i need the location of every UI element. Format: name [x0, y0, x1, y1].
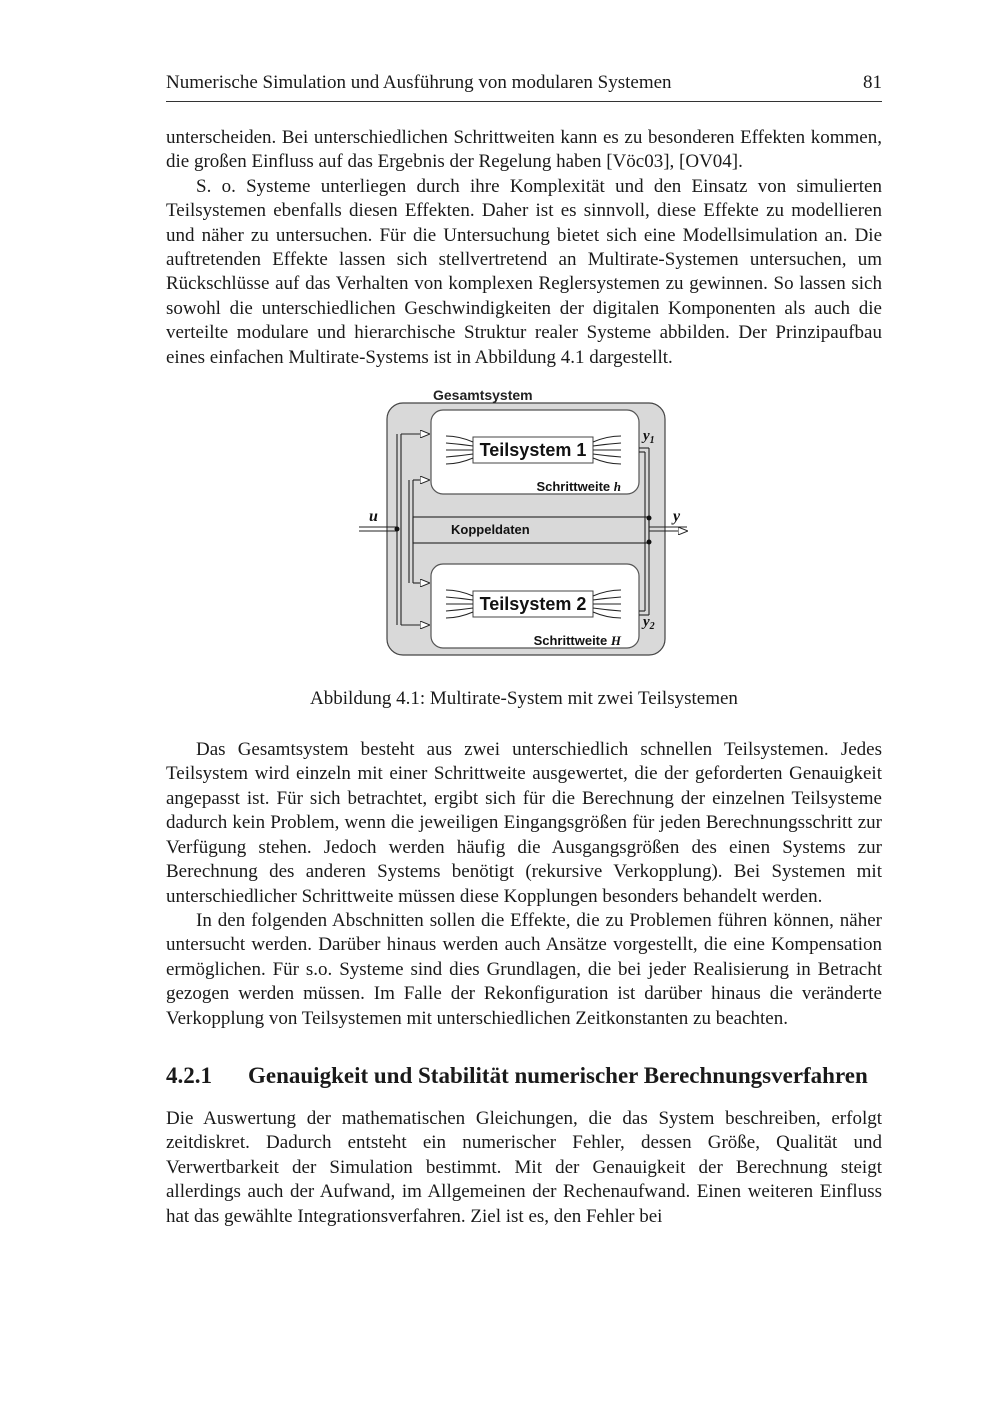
coupling-label: Koppeldaten — [451, 522, 530, 538]
figure-multirate-system — [166, 388, 882, 710]
page — [166, 72, 882, 1229]
multirate-diagram — [351, 388, 696, 668]
paragraph: Das Gesamtsystem besteht aus zwei unterschiedlich schnellen Teilsystemen. Jedes Teilsystem wird einzeln mit einer Schrittweite ausgewertet, die der geforderten Genauigkeit angepasst ist. Für sich betrachtet, ergibt sich für die Berechnung der einzelnen Teilsysteme dadurch kein Problem, wenn die jeweiligen Eingangsgrößen für jeden Berechnungsschritt zur Verfügung stehen. Jedoch werden häufig die Ausgangsgrößen des einen Systems zur Berechnung des anderen Systems benötigt (rekursive Verkopplung). Bei Systemen mit unterschiedlicher Schrittweite müssen diese Kopplungen besonders behandelt werden. — [166, 739, 882, 907]
paragraph: In den folgenden Abschnitten sollen die Effekte, die zu Problemen führen können, näher untersucht werden. Darüber hinaus werden auch Ansätze vorgestellt, die eine Kompensation ermöglichen. Für s.o. Systeme sind dies Grundlagen, die bei jeder Realisierung in Betracht gezogen werden müssen. Im Falle der Rekonfiguration ist darüber hinaus die veränderte Verkopplung von Teilsystemen mit unterschiedlichen Zeitkonstanten zu beachten. — [166, 909, 882, 1029]
input-junction — [395, 527, 400, 532]
figure-caption: Abbildung 4.1: Multirate-System mit zwei Teilsystemen — [310, 688, 738, 710]
input-u-label: u — [369, 508, 378, 526]
outer-system-label: Gesamtsystem — [433, 388, 533, 404]
output-junction-1 — [647, 516, 652, 521]
paragraph: Die Auswertung der mathematischen Gleichungen, die das System beschreiben, erfolgt zeitdiskret. Dadurch entsteht ein numerischer Fehler, dessen Größe, Qualität und Verwertbarkeit der Simulation bestimmt. Mit der Genauigkeit der Berechnung steigt allerdings auch der Aufwand, im Allgemeinen der Rechenaufwand. Einen weiteren Einfluss hat das gewählte Integrationsverfahren. Ziel ist es, den Fehler bei — [166, 1107, 882, 1227]
section-title: Genauigkeit und Stabilität numerischer Berechnungsverfahren — [248, 1062, 868, 1088]
coupling-channel — [413, 517, 649, 543]
section-number: 4.2.1 — [166, 1062, 212, 1088]
output-junction-2 — [647, 540, 652, 545]
header-title: Numerische Simulation und Ausführung von modularen Systemen — [166, 72, 672, 93]
subsystem-2-label: Teilsystem 2 — [479, 594, 587, 615]
subsystem-2-step: Schrittweite H — [533, 633, 621, 649]
section-heading — [166, 1061, 882, 1091]
paragraph: S. o. Systeme unterliegen durch ihre Komplexität und den Einsatz von simulierten Teilsystemen ebenfalls diesen Effekten. Daher ist es sinnvoll, diese Effekte zu modellieren und näher zu untersuchen. Für die Untersuchung bietet sich eine Modellsimulation an. Die auftretenden Effekte lassen sich stellvertretend an Multirate-Systemen untersuchen, um Rückschlüsse auf das Verhalten von komplexen Reglersystemen zu gewinnen. So lassen sich sowohl die unterschiedlichen Geschwindigkeiten der digitalen Komponenten als auch die verteilte modulare und hierarchische Struktur realer Systeme abbilden. Der Prinzipaufbau eines einfachen Multirate-Systems ist in Abbildung 4.1 dargestellt. — [166, 175, 882, 368]
subsystem-1-step: Schrittweite h — [536, 479, 621, 495]
subsystem-1-label: Teilsystem 1 — [479, 440, 587, 461]
paragraph: unterscheiden. Bei unterschiedlichen Schrittweiten kann es zu besonderen Effekten kommen, die großen Einfluss auf das Ergebnis der Regelung haben [Vöc03], [OV04]. — [166, 127, 882, 173]
output-y1-label: y1 — [643, 428, 655, 447]
running-header — [166, 72, 882, 102]
page-number: 81 — [863, 72, 882, 93]
output-y-label: y — [673, 508, 681, 526]
output-y2-label: y2 — [643, 614, 655, 633]
